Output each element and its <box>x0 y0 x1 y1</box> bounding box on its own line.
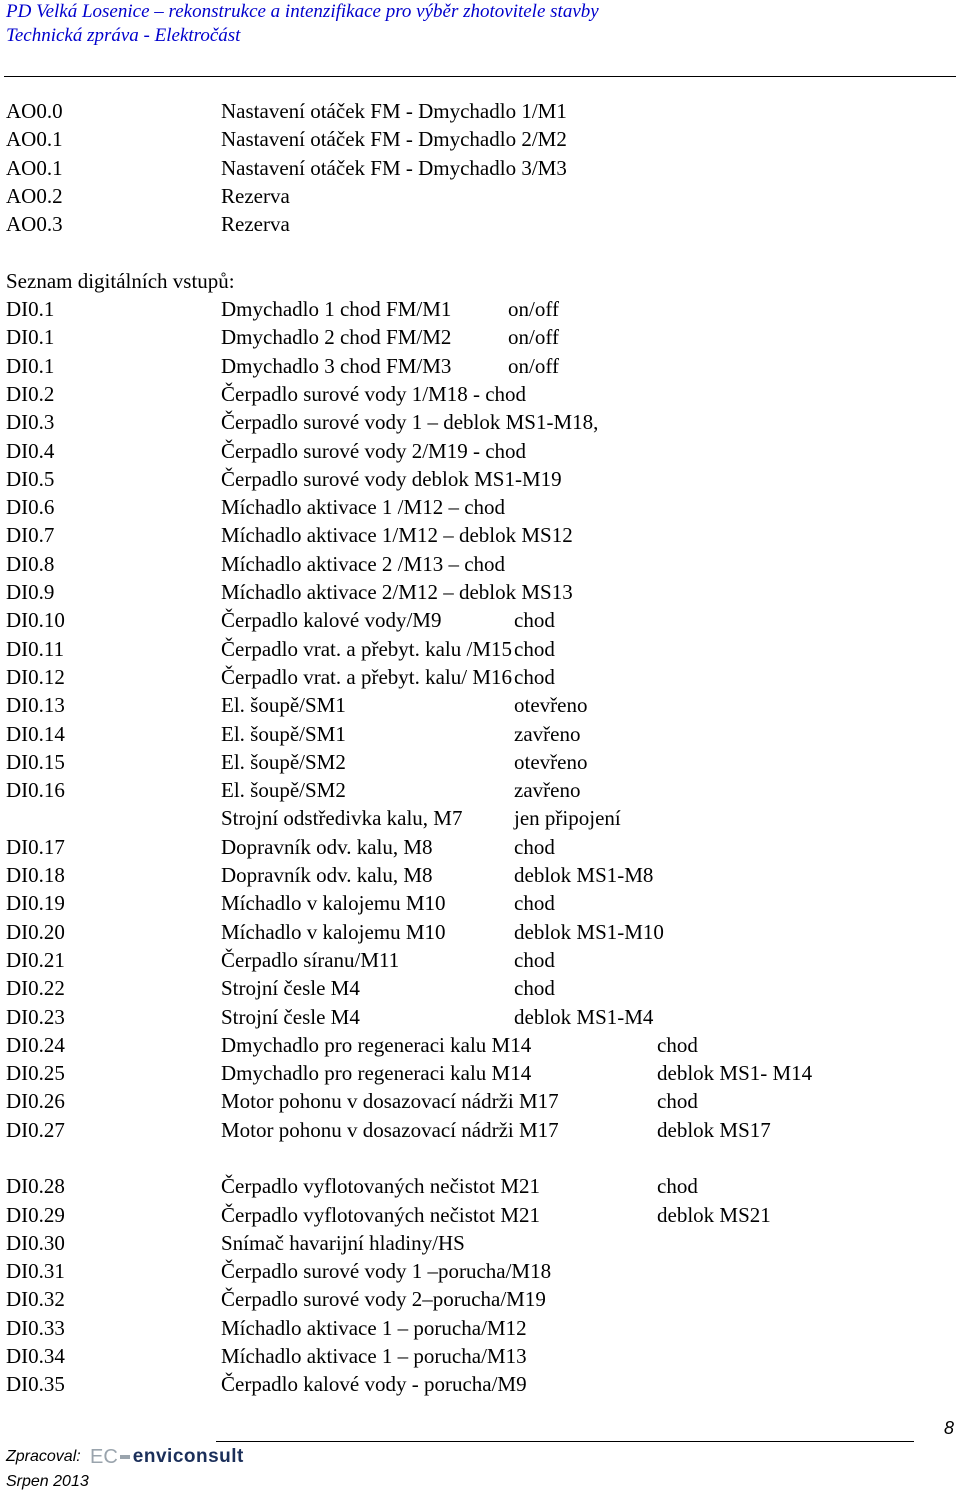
signal-description: Čerpadlo síranu/M11 <box>221 947 400 972</box>
signal-state: jen připojení <box>514 806 621 831</box>
spacer <box>6 1144 946 1172</box>
signal-code: DI0.14 <box>6 721 65 746</box>
signal-state: otevřeno <box>514 693 588 718</box>
signal-code: DI0.19 <box>6 891 65 916</box>
signal-state: chod <box>514 891 555 916</box>
signal-code: DI0.31 <box>6 1259 65 1284</box>
prepared-by-label: Zpracoval: <box>6 1448 81 1465</box>
signal-code: DI0.27 <box>6 1117 65 1142</box>
signal-code: DI0.26 <box>6 1089 65 1114</box>
signal-description: Strojní česle M4 <box>221 976 360 1001</box>
signal-description: Dmychadlo pro regeneraci kalu M14 <box>221 1032 532 1057</box>
signal-state: chod <box>514 947 555 972</box>
header-title: PD Velká Losenice – rekonstrukce a intenzifikace pro výběr zhotovitele stavby <box>6 1 599 22</box>
list-item <box>6 1314 946 1342</box>
list-item <box>6 1370 946 1398</box>
list-item <box>6 578 946 606</box>
signal-description: Čerpadlo surové vody 2–porucha/M19 <box>221 1287 546 1312</box>
digital-input-list-continued <box>6 1172 946 1398</box>
list-item <box>6 1087 946 1115</box>
signal-description: Motor pohonu v dosazovací nádrži M17 <box>221 1089 559 1114</box>
list-item <box>6 97 946 125</box>
digital-input-list <box>6 295 946 1144</box>
signal-state: deblok MS1-M10 <box>514 919 664 944</box>
signal-description: Čerpadlo vyflotovaných nečistot M21 <box>221 1174 541 1199</box>
list-item <box>6 974 946 1002</box>
signal-code: DI0.8 <box>6 551 55 576</box>
list-item <box>6 1285 946 1313</box>
list-item <box>6 1003 946 1031</box>
signal-description: Čerpadlo surové vody 1 – deblok MS1-M18, <box>221 410 599 435</box>
signal-state: deblok MS1-M8 <box>514 863 654 888</box>
signal-code: DI0.18 <box>6 863 65 888</box>
signal-description: Míchadlo aktivace 1 /M12 – chod <box>221 495 506 520</box>
list-item <box>6 182 946 210</box>
signal-description: El. šoupě/SM1 <box>221 721 346 746</box>
signal-code: DI0.24 <box>6 1032 65 1057</box>
signal-description: Dopravník odv. kalu, M8 <box>221 834 433 859</box>
signal-code: AO0.0 <box>6 99 63 123</box>
list-item <box>6 295 946 323</box>
company-logo <box>90 1446 244 1468</box>
signal-code: DI0.33 <box>6 1315 65 1340</box>
signal-description: Míchadlo aktivace 2 /M13 – chod <box>221 551 506 576</box>
list-item <box>6 1031 946 1059</box>
signal-description: Strojní odstředivka kalu, M7 <box>221 806 463 831</box>
signal-description: Čerpadlo vrat. a přebyt. kalu/ M16 <box>221 664 513 689</box>
signal-description: Čerpadlo surové vody 1 –porucha/M18 <box>221 1259 552 1284</box>
signal-description: Čerpadlo kalové vody/M9 <box>221 608 442 633</box>
list-item <box>6 691 946 719</box>
signal-state: chod <box>514 664 555 689</box>
signal-code: DI0.5 <box>6 466 55 491</box>
signal-description: El. šoupě/SM2 <box>221 778 346 803</box>
signal-description: Dopravník odv. kalu, M8 <box>221 863 433 888</box>
signal-code: DI0.9 <box>6 580 55 605</box>
signal-description: Čerpadlo surové vody deblok MS1-M19 <box>221 466 562 491</box>
logo-wordmark: enviconsult <box>132 1446 244 1467</box>
signal-description: Strojní česle M4 <box>221 1004 360 1029</box>
signal-description: Čerpadlo vrat. a přebyt. kalu /M15 <box>221 636 513 661</box>
signal-description: Nastavení otáček FM - Dmychadlo 2/M2 <box>221 127 567 152</box>
signal-code: DI0.34 <box>6 1344 65 1369</box>
list-item <box>6 493 946 521</box>
signal-code: DI0.2 <box>6 381 55 406</box>
list-item <box>6 1201 946 1229</box>
signal-description: Míchadlo v kalojemu M10 <box>221 891 446 916</box>
list-item <box>6 550 946 578</box>
signal-state: on/off <box>508 325 559 350</box>
list-item <box>6 804 946 832</box>
signal-description: Míchadlo aktivace 2/M12 – deblok MS13 <box>221 580 573 605</box>
signal-code: AO0.2 <box>6 183 63 208</box>
signal-code: DI0.7 <box>6 523 55 548</box>
signal-code: AO0.1 <box>6 155 63 180</box>
signal-description: Čerpadlo surové vody 2/M19 - chod <box>221 438 527 463</box>
signal-state: chod <box>657 1089 698 1114</box>
list-item <box>6 635 946 663</box>
signal-description: Čerpadlo vyflotovaných nečistot M21 <box>221 1202 541 1227</box>
section-heading-row <box>6 267 946 295</box>
list-item <box>6 748 946 776</box>
list-item <box>6 889 946 917</box>
list-item <box>6 352 946 380</box>
list-item <box>6 437 946 465</box>
signal-state: chod <box>514 976 555 1001</box>
list-item <box>6 408 946 436</box>
signal-description: Snímač havarijní hladiny/HS <box>221 1230 465 1255</box>
signal-code: DI0.29 <box>6 1202 65 1227</box>
logo-arrow-icon <box>120 1455 130 1459</box>
signal-code: DI0.1 <box>6 297 55 322</box>
signal-description: Míchadlo aktivace 1/M12 – deblok MS12 <box>221 523 573 548</box>
list-item <box>6 210 946 238</box>
signal-description: El. šoupě/SM1 <box>221 693 346 718</box>
list-item <box>6 1342 946 1370</box>
signal-code: DI0.22 <box>6 976 65 1001</box>
signal-state: zavřeno <box>514 778 581 803</box>
list-item <box>6 1257 946 1285</box>
signal-description: Nastavení otáček FM - Dmychadlo 1/M1 <box>221 99 567 123</box>
document-date: Srpen 2013 <box>6 1473 89 1490</box>
signal-description: Dmychadlo 3 chod FM/M3 <box>221 353 452 378</box>
header-subtitle: Technická zpráva - Elektročást <box>6 25 241 46</box>
signal-description: Čerpadlo surové vody 1/M18 - chod <box>221 381 527 406</box>
signal-state: chod <box>657 1032 698 1057</box>
signal-state: otevřeno <box>514 749 588 774</box>
signal-description: Míchadlo v kalojemu M10 <box>221 919 446 944</box>
list-item <box>6 918 946 946</box>
signal-description: Dmychadlo pro regeneraci kalu M14 <box>221 1061 532 1086</box>
signal-description: Rezerva <box>221 183 290 208</box>
signal-description: Rezerva <box>221 212 290 237</box>
logo-mark: EC <box>90 1445 118 1468</box>
list-item <box>6 833 946 861</box>
signal-code: DI0.10 <box>6 608 65 633</box>
list-item <box>6 125 946 153</box>
document-body <box>6 97 946 1399</box>
signal-code: DI0.11 <box>6 636 65 661</box>
list-item <box>6 1172 946 1200</box>
signal-state: deblok MS17 <box>657 1117 771 1142</box>
signal-code: DI0.30 <box>6 1230 65 1255</box>
signal-state: on/off <box>508 297 559 322</box>
signal-code: DI0.6 <box>6 495 55 520</box>
signal-code: AO0.3 <box>6 212 63 237</box>
list-item <box>6 323 946 351</box>
signal-description: Nastavení otáček FM - Dmychadlo 3/M3 <box>221 155 567 180</box>
signal-code: DI0.4 <box>6 438 55 463</box>
signal-state: chod <box>514 608 555 633</box>
digital-inputs-heading: Seznam digitálních vstupů: <box>6 268 235 293</box>
signal-code: AO0.1 <box>6 127 63 152</box>
signal-state: chod <box>514 834 555 859</box>
signal-code: DI0.17 <box>6 834 65 859</box>
signal-code: DI0.1 <box>6 325 55 350</box>
page-number: 8 <box>943 1418 954 1438</box>
signal-code: DI0.23 <box>6 1004 65 1029</box>
signal-description: Míchadlo aktivace 1 – porucha/M13 <box>221 1344 527 1369</box>
list-item <box>6 380 946 408</box>
signal-description: Čerpadlo kalové vody - porucha/M9 <box>221 1372 527 1397</box>
signal-state: deblok MS1- M14 <box>657 1061 813 1086</box>
header-divider <box>4 76 956 77</box>
list-item <box>6 720 946 748</box>
signal-code: DI0.28 <box>6 1174 65 1199</box>
signal-description: Míchadlo aktivace 1 – porucha/M12 <box>221 1315 527 1340</box>
list-item <box>6 663 946 691</box>
list-item <box>6 521 946 549</box>
list-item <box>6 1116 946 1144</box>
signal-description: Dmychadlo 2 chod FM/M2 <box>221 325 452 350</box>
signal-state: chod <box>657 1174 698 1199</box>
signal-state: zavřeno <box>514 721 581 746</box>
signal-code: DI0.35 <box>6 1372 65 1397</box>
signal-description: Motor pohonu v dosazovací nádrži M17 <box>221 1117 559 1142</box>
signal-description: Dmychadlo 1 chod FM/M1 <box>221 297 452 322</box>
signal-code: DI0.13 <box>6 693 65 718</box>
signal-code: DI0.32 <box>6 1287 65 1312</box>
list-item <box>6 465 946 493</box>
list-item <box>6 154 946 182</box>
signal-code: DI0.3 <box>6 410 55 435</box>
list-item <box>6 606 946 634</box>
list-item <box>6 861 946 889</box>
list-item <box>6 1059 946 1087</box>
signal-code: DI0.12 <box>6 664 65 689</box>
list-item <box>6 776 946 804</box>
list-item <box>6 1229 946 1257</box>
signal-code: DI0.25 <box>6 1061 65 1086</box>
signal-code: DI0.21 <box>6 947 65 972</box>
signal-description: El. šoupě/SM2 <box>221 749 346 774</box>
spacer <box>6 238 946 266</box>
analog-output-list <box>6 97 946 238</box>
signal-code: DI0.15 <box>6 749 65 774</box>
footer-divider <box>216 1441 914 1442</box>
signal-state: on/off <box>508 353 559 378</box>
signal-state: deblok MS1-M4 <box>514 1004 654 1029</box>
signal-code: DI0.16 <box>6 778 65 803</box>
signal-state: chod <box>514 636 555 661</box>
signal-state: deblok MS21 <box>657 1202 771 1227</box>
signal-code: DI0.1 <box>6 353 55 378</box>
signal-code: DI0.20 <box>6 919 65 944</box>
list-item <box>6 946 946 974</box>
